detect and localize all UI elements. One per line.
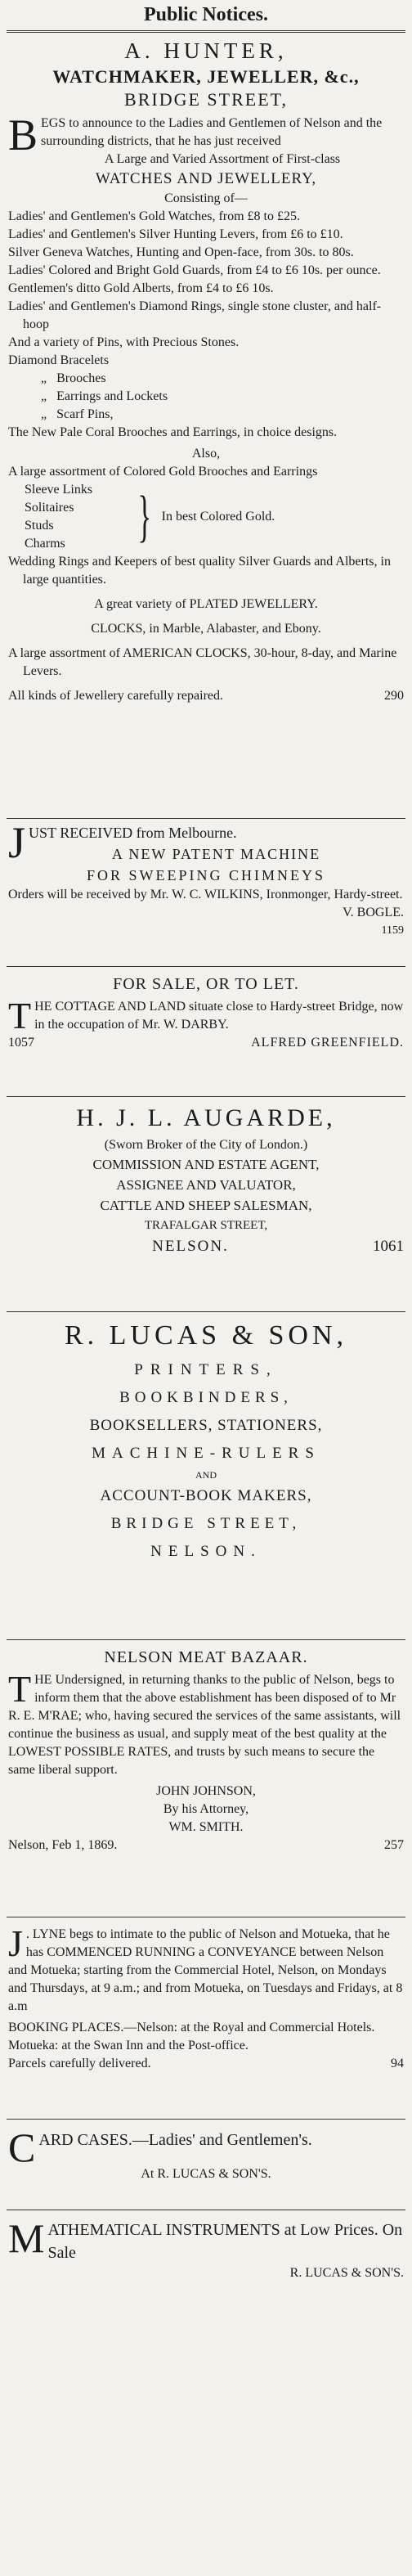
lucas-line: PRINTERS, <box>134 1361 278 1378</box>
lucas-line: BRIDGE STREET, <box>110 1515 302 1532</box>
brace-item: Studs <box>25 519 54 533</box>
augarde-title: H. J. L. AUGARDE, <box>76 1104 336 1131</box>
brace-glyph: } <box>137 485 152 548</box>
hunter-plated: A great variety of PLATED JEWELLERY. <box>94 597 318 611</box>
ad-number: 94 <box>391 2057 404 2070</box>
brace-item: Solitaires <box>25 501 74 515</box>
augarde-town: NELSON. <box>152 1238 229 1255</box>
lucas-line: BOOKSELLERS, STATIONERS, <box>89 1417 323 1434</box>
ad-number: 257 <box>384 1838 404 1852</box>
hunter-item: And a variety of Pins, with Precious Stones. <box>8 335 240 349</box>
hunter-intro: EGS to announce to the Ladies and Gentlemen of Nelson and the surrounding districts, that he has just received <box>41 116 383 148</box>
cottage-name: ALFRED GREENFIELD. <box>251 1036 404 1050</box>
hunter-item: Ladies' and Gentlemen's Gold Watches, from £8 to £25. <box>8 209 300 223</box>
hunter-repairs: All kinds of Jewellery carefully repaired. <box>8 689 224 703</box>
brace-group <box>8 481 404 553</box>
hunter-title: A. HUNTER, <box>124 38 288 63</box>
brace-text: In best Colored Gold. <box>161 510 275 524</box>
meat-sig3: WM. SMITH. <box>168 1820 244 1834</box>
augarde-line: ASSIGNEE AND VALUATOR, <box>116 1177 296 1193</box>
meat-date: Nelson, Feb 1, 1869. <box>8 1838 118 1852</box>
hunter-consisting: Consisting of— <box>164 191 248 205</box>
hunter-subtitle: WATCHMAKER, JEWELLER, &c., <box>52 66 360 87</box>
hunter-street: BRIDGE STREET, <box>124 89 288 110</box>
lucas-title: R. LUCAS & SON, <box>64 1320 348 1351</box>
drop-cap: B <box>8 110 38 160</box>
drop-cap: J <box>8 1922 23 1964</box>
math-at: R. LUCAS & SON'S. <box>289 2266 404 2280</box>
meat-sig2: By his Attorney, <box>163 1802 249 1816</box>
bogle-advert <box>0 819 412 966</box>
hunter-item: Silver Geneva Watches, Hunting and Open-face, from 30s. to 80s. <box>8 245 354 259</box>
hunter-heading: WATCHES AND JEWELLERY, <box>95 170 317 187</box>
math-advert <box>0 2210 412 2284</box>
ad-number: 1057 <box>8 1036 34 1050</box>
bogle-line4: Orders will be received by Mr. W. C. WILKINS, Ironmonger, Hardy-street. <box>8 888 403 901</box>
lyne-text: . LYNE begs to intimate to the public of Nelson and Motueka, that he has COMMENCED RUNNING a CONVEYANCE between Nelson and Motueka; starting from the Commercial Hotel, Nelson, on Mondays and Thursdays, at 9 a.m.; and from Motueka, on Tuesdays and Fridays, at 8 a.m <box>8 1927 403 2013</box>
lucas-and: AND <box>195 1469 217 1481</box>
lucas-line: MACHINE-RULERS <box>92 1445 320 1462</box>
augarde-sworn: (Sworn Broker of the City of London.) <box>104 1138 308 1152</box>
lucas-line: NELSON. <box>150 1543 262 1560</box>
augarde-line: CATTLE AND SHEEP SALESMAN, <box>100 1198 312 1213</box>
hunter-assortment: A Large and Varied Assortment of First-class <box>104 152 341 166</box>
hunter-also: Also, <box>191 447 221 461</box>
drop-cap: M <box>8 2215 45 2261</box>
ad-number: 1061 <box>373 1238 404 1255</box>
lucas-line: BOOKBINDERS, <box>119 1389 293 1406</box>
hunter-colored: A large assortment of Colored Gold Brooches and Earrings <box>8 465 318 479</box>
augarde-line: COMMISSION AND ESTATE AGENT, <box>92 1157 320 1172</box>
hunter-coral: The New Pale Coral Brooches and Earrings, in choice designs. <box>8 425 338 439</box>
meat-sig1: JOHN JOHNSON, <box>156 1784 256 1798</box>
bogle-line1: UST RECEIVED from Melbourne. <box>29 825 237 841</box>
cottage-advert <box>0 967 412 1096</box>
hunter-item: Ladies' and Gentlemen's Silver Hunting Levers, from £6 to £10. <box>8 227 343 241</box>
drop-cap: C <box>8 2124 36 2170</box>
ditto-item: „ Brooches <box>41 371 106 385</box>
meat-advert <box>0 1640 412 1917</box>
bogle-name: V. BOGLE. <box>343 906 404 919</box>
cottage-title: FOR SALE, OR TO LET. <box>113 975 299 993</box>
page-title: Public Notices. <box>144 4 268 25</box>
ditto-item: „ Scarf Pins, <box>41 407 114 421</box>
hunter-item: Diamond Bracelets <box>8 353 110 367</box>
brace-item: Sleeve Links <box>25 483 93 497</box>
bogle-line2: A NEW PATENT MACHINE <box>111 846 321 862</box>
lucas-line: ACCOUNT-BOOK MAKERS, <box>100 1487 312 1504</box>
augarde-advert <box>0 1097 412 1311</box>
hunter-item: Ladies' Colored and Bright Gold Guards, from £4 to £6 10s. per ounce. <box>8 263 381 277</box>
brace-item: Charms <box>25 537 65 551</box>
drop-cap: T <box>8 995 32 1036</box>
cards-text: ARD CASES.—Ladies' and Gentlemen's. <box>38 2131 312 2149</box>
lucas-advert <box>0 1312 412 1639</box>
drop-cap: T <box>8 1668 32 1710</box>
ditto-item: „ Earrings and Lockets <box>41 389 168 403</box>
drop-cap: J <box>8 818 26 867</box>
ad-number: 290 <box>384 689 404 703</box>
ad-number: 1159 <box>381 924 404 937</box>
bogle-line3: FOR SWEEPING CHIMNEYS <box>86 867 326 883</box>
cards-at: At R. LUCAS & SON'S. <box>141 2167 271 2181</box>
augarde-street: TRAFALGAR STREET, <box>144 1219 268 1232</box>
lyne-booking: BOOKING PLACES.—Nelson: at the Royal and Commercial Hotels. Motueka: at the Swan Inn and the Post-office. <box>8 2021 375 2052</box>
hunter-wedding: Wedding Rings and Keepers of best quality Silver Guards and Alberts, in large quantities. <box>8 555 391 587</box>
cottage-text: HE COTTAGE AND LAND situate close to Hardy-street Bridge, now in the occupation of Mr. W. DARBY. <box>34 1000 404 1032</box>
hunter-clocks: CLOCKS, in Marble, Alabaster, and Ebony. <box>91 622 321 636</box>
cards-advert <box>0 2120 412 2210</box>
hunter-item: Gentlemen's ditto Gold Alberts, from £4 to £6 10s. <box>8 281 274 295</box>
hunter-advert <box>0 33 412 818</box>
lyne-parcels: Parcels carefully delivered. <box>8 2057 151 2070</box>
hunter-american: A large assortment of AMERICAN CLOCKS, 30-hour, 8-day, and Marine Levers. <box>8 646 397 678</box>
math-text: ATHEMATICAL INSTRUMENTS at Low Prices. On Sale <box>47 2221 403 2262</box>
lyne-advert <box>0 1917 412 2119</box>
hunter-item: Ladies' and Gentlemen's Diamond Rings, single stone cluster, and half-hoop <box>8 299 382 331</box>
meat-text: HE Undersigned, in returning thanks to the public of Nelson, begs to inform them that the above establishment has been disposed of to Mr R. E. M'RAE; who, having secured the services of the same assistants, will continue the business as usual, and supply meat of the best quality at the LOWEST POSSIBLE RATES, and trusts by such means to secure the same liberal support. <box>8 1673 401 1777</box>
meat-title: NELSON MEAT BAZAAR. <box>104 1648 308 1666</box>
